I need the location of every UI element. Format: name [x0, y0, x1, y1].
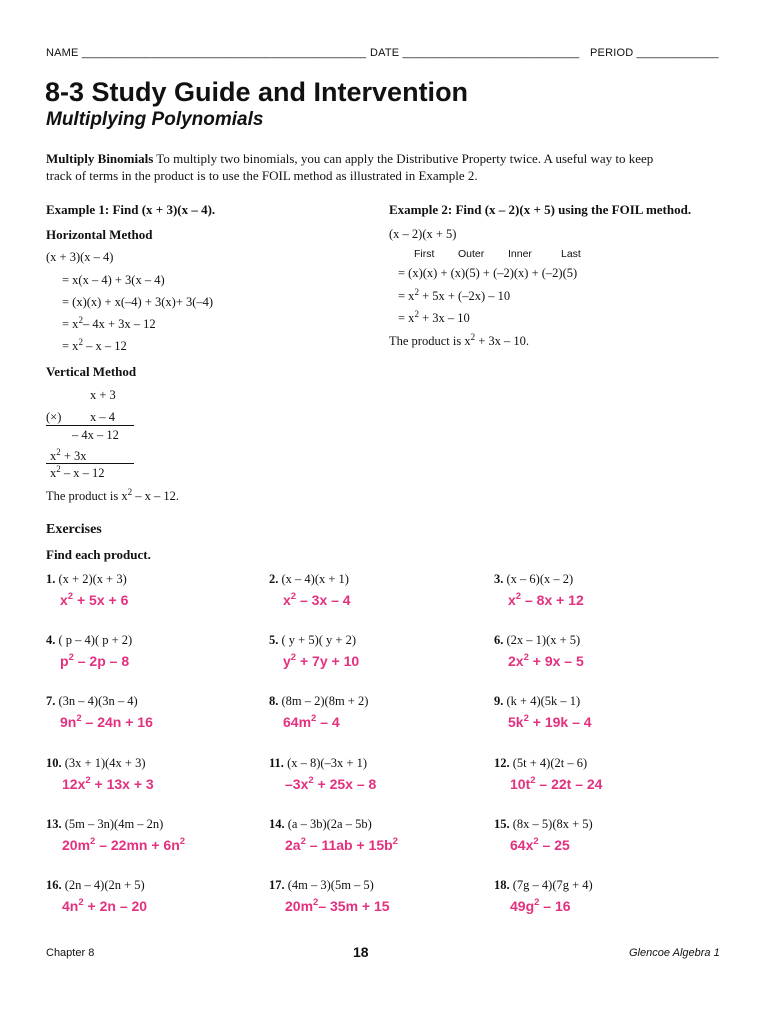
foil-label-last: Last — [561, 248, 581, 260]
exercise-15-number: 15. — [494, 817, 510, 831]
exercise-9-question — [494, 694, 580, 709]
exercise-5-answer: $y^2 + 7y + 10$ — [283, 652, 360, 669]
example2-line-2: = $x^2 + 5x + (-2x) - 10$ — [398, 287, 511, 303]
exercise-11-answer: $-3x^2 + 25x - 8$ — [285, 775, 377, 792]
exercise-4-number: 4. — [46, 633, 56, 647]
foil-label-outer: Outer — [458, 248, 485, 260]
exercise-4-expression: ( p – 4)( p + 2) — [58, 633, 133, 647]
example1-product: The product is $x^2$ – x – 12. — [46, 487, 179, 503]
exercises-instruction: Find each product. — [46, 547, 151, 562]
exercise-15-expression: (8x – 5)(8x + 5) — [512, 817, 593, 831]
exercise-6-number: 6. — [494, 633, 504, 647]
foil-label-inner: Inner — [508, 248, 532, 260]
exercise-16-expression: (2n – 4)(2n + 5) — [64, 878, 145, 892]
page-number: 18 — [353, 944, 369, 960]
exercise-9-number: 9. — [494, 694, 504, 708]
footer-chapter: Chapter 8 — [46, 947, 95, 959]
v-line-2: – 4x – 12 — [72, 428, 119, 442]
v-line-3: $x^2 + 3x$ — [50, 447, 87, 463]
exercise-17-question — [269, 878, 374, 893]
exercise-16-number: 16. — [46, 878, 62, 892]
exercise-17-expression: (4m – 3)(5m – 5) — [287, 878, 374, 892]
exercise-10-answer: $12x^2 + 13x + 3$ — [62, 775, 154, 792]
h-line-2: = (x)(x) + x(–4) + 3(x)+ 3(–4) — [62, 295, 214, 309]
exercise-17-number: 17. — [269, 878, 285, 892]
v-line-1: x – 4 — [90, 410, 115, 424]
page-subtitle: Multiplying Polynomials — [46, 109, 264, 130]
exercise-11-number: 11. — [269, 756, 284, 770]
exercise-2-number: 2. — [269, 572, 279, 586]
exercise-7-answer: $9n^2 - 24n + 16$ — [60, 713, 153, 730]
example2-line-3: = $x^2 + 3x - 10$ — [398, 309, 470, 325]
exercise-2-answer: $x^2 - 3x - 4$ — [283, 591, 351, 608]
exercise-13-answer: $20m^2 - 22mn + 6n^2$ — [62, 836, 186, 853]
exercise-4-answer: $p^2 - 2p - 8$ — [60, 652, 130, 669]
exercise-14-answer: $2a^2 - 11ab + 15b^2$ — [285, 836, 398, 853]
exercise-12-answer: $10t^2 - 22t - 24$ — [510, 775, 603, 792]
page-title: 8-3 Study Guide and Intervention — [45, 77, 469, 107]
exercise-14-question — [269, 817, 372, 832]
footer-publisher: Glencoe Algebra 1 — [629, 947, 720, 959]
exercise-6-expression: (2x – 1)(x + 5) — [506, 633, 581, 647]
horizontal-method-heading: Horizontal Method — [46, 227, 153, 242]
exercise-8-expression: (8m – 2)(8m + 2) — [281, 694, 369, 708]
example2-line-0: (x – 2)(x + 5) — [389, 227, 457, 241]
exercise-13-question — [46, 817, 163, 832]
exercise-7-question — [46, 694, 138, 709]
intro-line-1 — [46, 150, 653, 167]
h-line-3: = $x^2-$ 4x + 3x – 12 — [62, 315, 156, 331]
period-field-label: PERIOD _____________ — [590, 47, 719, 59]
exercise-3-expression: (x – 6)(x – 2) — [506, 572, 574, 586]
exercise-17-answer: $20m^2-$ 35m + 15 — [285, 897, 390, 914]
exercise-5-number: 5. — [269, 633, 279, 647]
v-line-0: x + 3 — [90, 388, 116, 402]
exercise-10-number: 10. — [46, 756, 62, 770]
exercise-11-question — [269, 756, 367, 771]
example1-heading: Example 1: Find (x + 3)(x – 4). — [46, 202, 216, 217]
v-line-4: $x^2$ – x – 12 — [50, 464, 105, 480]
name-field-label: NAME _____________________________________________ — [46, 47, 367, 59]
exercise-8-question — [269, 694, 368, 709]
exercise-16-answer: $4n^2 + 2n - 20$ — [62, 897, 148, 914]
exercise-4-question — [46, 633, 132, 648]
exercise-12-number: 12. — [494, 756, 510, 770]
exercise-18-number: 18. — [494, 878, 510, 892]
exercise-14-number: 14. — [269, 817, 285, 831]
vertical-method-heading: Vertical Method — [46, 364, 137, 379]
h-line-0: (x + 3)(x – 4) — [46, 250, 114, 264]
example2-product: The product is $x^2 + 3x - 10$. — [389, 332, 530, 348]
exercise-9-answer: $5k^2 + 19k - 4$ — [508, 713, 592, 730]
exercise-18-answer: $49g^2 - 16$ — [510, 897, 571, 914]
exercise-3-question — [494, 572, 573, 587]
exercise-6-answer: $2x^2 + 9x - 5$ — [508, 652, 584, 669]
exercises-heading: Exercises — [46, 522, 102, 537]
intro-text-1: To multiply two binomials, you can apply the Distributive Property twice. A useful way to keep — [153, 151, 654, 166]
exercise-5-question — [269, 633, 356, 648]
exercise-18-question — [494, 878, 593, 893]
exercise-2-question — [269, 572, 349, 587]
exercise-18-expression: (7g – 4)(7g + 4) — [512, 878, 593, 892]
h-line-4: = $x^2$ – x – 12 — [62, 337, 127, 353]
exercise-1-answer: $x^2 + 5x + 6$ — [60, 591, 129, 608]
exercise-14-expression: (a – 3b)(2a – 5b) — [287, 817, 372, 831]
exercise-1-question — [46, 572, 127, 587]
vertical-rule-1 — [46, 425, 134, 426]
exercise-15-answer: $64x^2 - 25$ — [510, 836, 570, 853]
exercise-3-answer: $x^2 - 8x + 12$ — [508, 591, 584, 608]
exercise-7-expression: (3n – 4)(3n – 4) — [58, 694, 138, 708]
exercise-10-expression: (3x + 1)(4x + 3) — [64, 756, 146, 770]
exercise-2-expression: (x – 4)(x + 1) — [281, 572, 349, 586]
exercise-15-question — [494, 817, 593, 832]
intro-line-2: track of terms in the product is to use the FOIL method as illustrated in Example 2. — [46, 168, 478, 183]
foil-label-first: First — [414, 248, 435, 260]
exercise-13-expression: (5m – 3n)(4m – 2n) — [64, 817, 164, 831]
example2-line-1: = (x)(x) + (x)(5) + (–2)(x) + (–2)(5) — [398, 266, 578, 280]
exercise-7-number: 7. — [46, 694, 56, 708]
exercise-6-question — [494, 633, 580, 648]
exercise-10-question — [46, 756, 146, 771]
exercise-12-question — [494, 756, 587, 771]
v-times: (×) — [46, 410, 62, 424]
exercise-5-expression: ( y + 5)( y + 2) — [281, 633, 356, 647]
date-field-label: DATE ____________________________ — [370, 47, 580, 59]
exercise-12-expression: (5t + 4)(2t – 6) — [512, 756, 588, 770]
h-line-1: = x(x – 4) + 3(x – 4) — [62, 273, 165, 287]
exercise-8-number: 8. — [269, 694, 279, 708]
exercise-8-answer: $64m^2 - 4$ — [283, 713, 340, 730]
intro-lead: Multiply Binomials — [46, 151, 154, 166]
example2-heading: Example 2: Find (x – 2)(x + 5) using the FOIL method. — [389, 202, 692, 217]
exercise-16-question — [46, 878, 145, 893]
exercise-9-expression: (k + 4)(5k – 1) — [506, 694, 581, 708]
exercise-1-number: 1. — [46, 572, 56, 586]
exercise-13-number: 13. — [46, 817, 62, 831]
exercise-3-number: 3. — [494, 572, 504, 586]
exercise-11-expression: (x – 8)(–3x + 1) — [287, 756, 368, 770]
exercise-1-expression: (x + 2)(x + 3) — [58, 572, 127, 586]
